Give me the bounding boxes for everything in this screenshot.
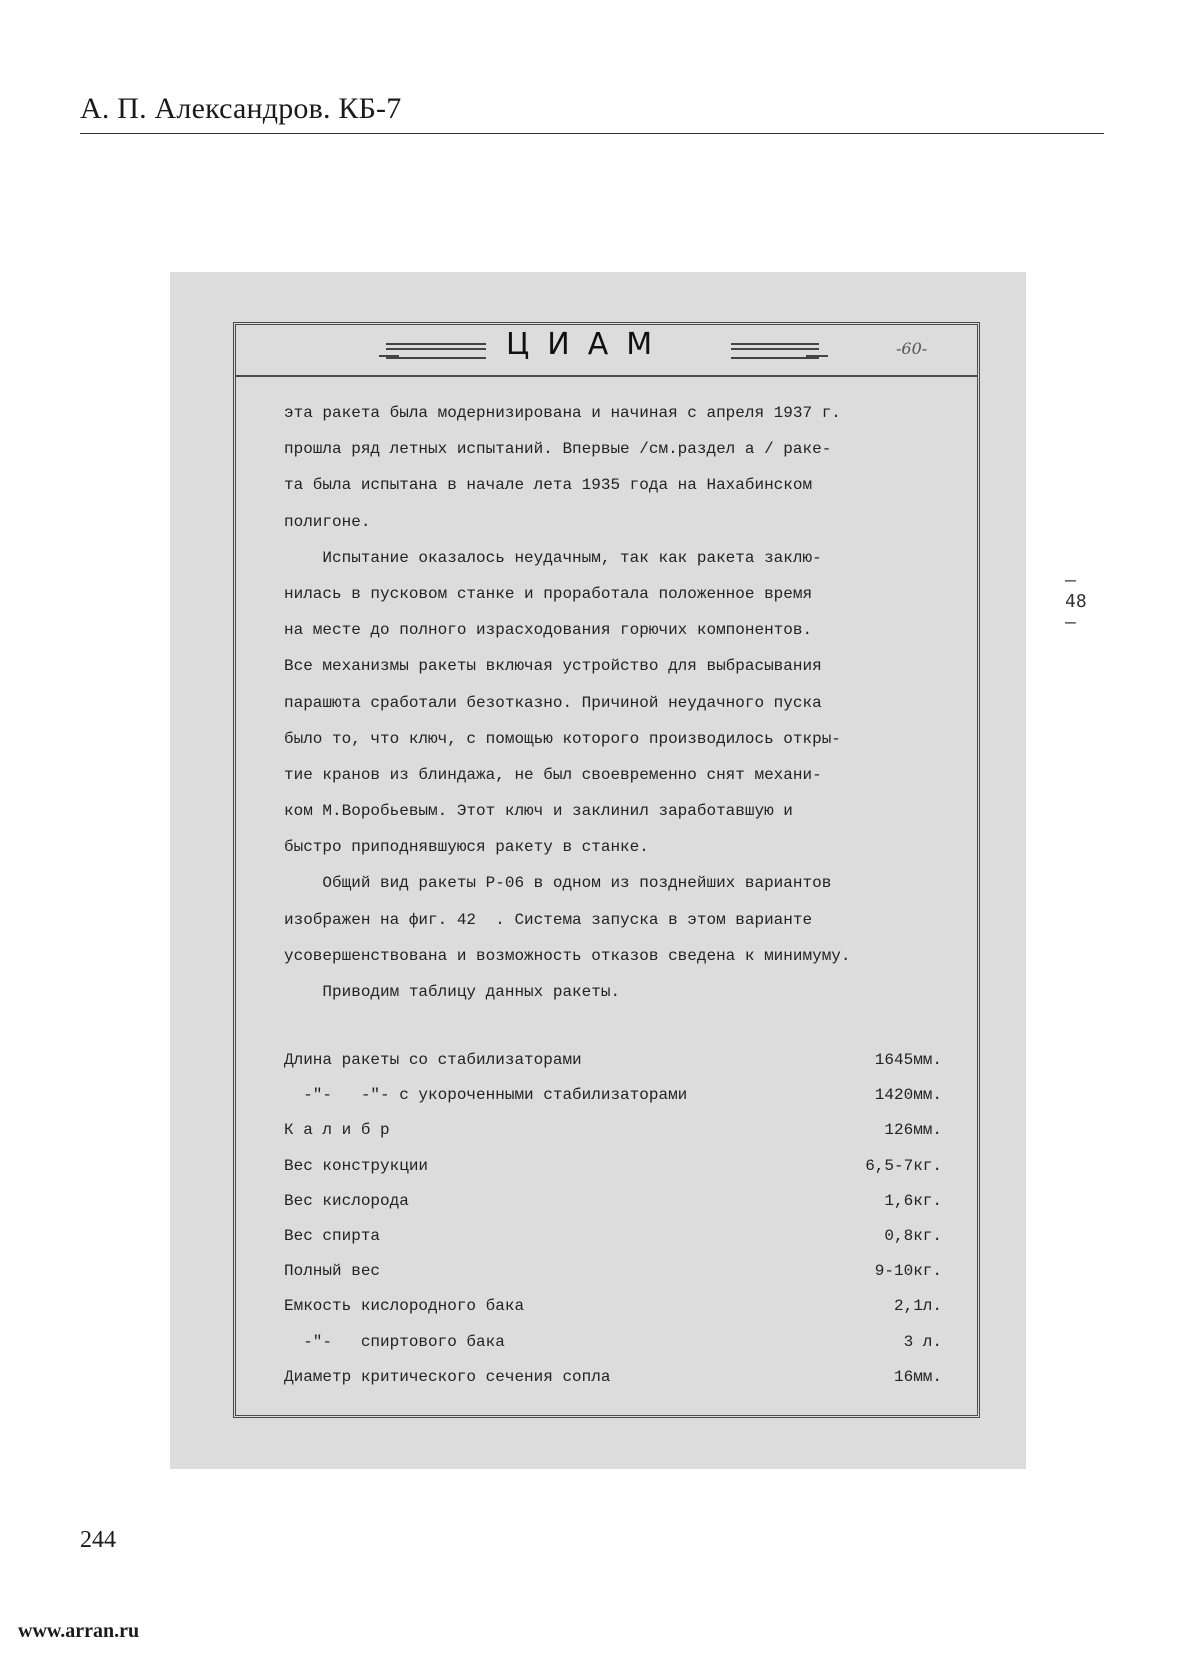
site-url: www.arran.ru [18, 1620, 140, 1642]
text-line: изображен на фиг. 42 . Система запуска в этом варианте [284, 910, 813, 929]
spec-value: 6,5-7кг. [865, 1156, 942, 1175]
spec-row [284, 1078, 942, 1113]
spec-label: Диаметр критического сечения сопла [284, 1367, 611, 1386]
spec-row [284, 1113, 942, 1148]
spec-row [284, 1043, 942, 1078]
letterhead-ornament-left-tail [379, 355, 399, 357]
text-line: полигоне. [284, 512, 371, 531]
text-line: нилась в пусковом станке и проработала положенное время [284, 584, 813, 603]
spec-label: Вес спирта [284, 1226, 381, 1245]
text-line: тие кранов из блиндажа, не был своевременно снят механи- [284, 765, 822, 784]
spec-row [284, 1325, 942, 1360]
rocket-spec-table [284, 1043, 942, 1395]
text-line: прошла ряд летных испытаний. Впервые /см.раздел а / раке- [284, 440, 832, 459]
text-line: эта ракета была модернизирована и начиная с апреля 1937 г. [284, 404, 841, 422]
text-line: на месте до полного израсходования горючих компонентов. [284, 621, 813, 640]
spec-label: Вес конструкции [284, 1156, 429, 1175]
text-line: усовершенствована и возможность отказов сведена к минимуму. [284, 946, 851, 965]
document-frame [233, 322, 980, 1418]
text-line: та была испытана в начале лета 1935 года на Нахабинском [284, 476, 813, 495]
text-line: Все механизмы ракеты включая устройство для выбрасывания [284, 657, 822, 676]
spec-row [284, 1184, 942, 1219]
spec-row [284, 1149, 942, 1184]
text-line: быстро приподнявшуюся ракету в станке. [284, 838, 649, 857]
spec-label: Длина ракеты со стабилизаторами [284, 1051, 582, 1069]
spec-value: 1,6кг. [884, 1191, 942, 1210]
text-line: парашюта сработали безотказно. Причиной неудачного пуска [284, 693, 822, 712]
typed-text [284, 395, 969, 1010]
spec-value: 0,8кг. [884, 1226, 942, 1245]
spec-label: К а л и б р [284, 1121, 390, 1140]
letterhead-ornament-left [386, 343, 486, 359]
spec-label: Вес кислорода [284, 1191, 409, 1210]
spec-row [284, 1219, 942, 1254]
text-line: Испытание оказалось неудачным, так как ракета заклю- [284, 548, 822, 567]
spec-value: 2,1л. [893, 1297, 942, 1316]
spec-row [284, 1289, 942, 1324]
running-head: А. П. Александров. КБ-7 [80, 92, 402, 125]
organization-name: ЦИАМ [506, 327, 671, 362]
spec-label: Емкость кислородного бака [284, 1297, 525, 1316]
text-line: ком М.Воробьевым. Этот ключ и заклинил заработавшую и [284, 802, 793, 821]
letterhead-ornament-right-tail [806, 355, 828, 357]
spec-value: 3 л. [903, 1332, 942, 1351]
text-line: Приводим таблицу данных ракеты. [284, 983, 621, 1001]
spec-row [284, 1254, 942, 1289]
text-line: Общий вид ракеты Р-06 в одном из позднейших вариантов [284, 874, 832, 893]
spec-label: -"- спиртового бака [284, 1332, 505, 1351]
letterhead [236, 325, 977, 377]
archive-page-mark: -60- [896, 339, 928, 358]
header-rule [80, 133, 1104, 134]
page-number: 244 [80, 1527, 116, 1553]
spec-value: 1420мм. [874, 1086, 942, 1105]
document-page-number: –48 – [1065, 570, 1087, 633]
spec-label: -"- -"- с укороченными стабилизаторами [284, 1086, 688, 1105]
spec-label: Полный вес [284, 1262, 381, 1281]
spec-row [284, 1360, 942, 1395]
spec-value: 126мм. [884, 1121, 942, 1140]
scanned-document [170, 272, 1087, 1469]
text-line: было то, что ключ, с помощью которого производилось откры- [284, 729, 841, 748]
spec-value: 9-10кг. [874, 1262, 942, 1281]
spec-value: 16мм. [893, 1367, 942, 1386]
spec-value: 1645мм. [874, 1051, 942, 1069]
